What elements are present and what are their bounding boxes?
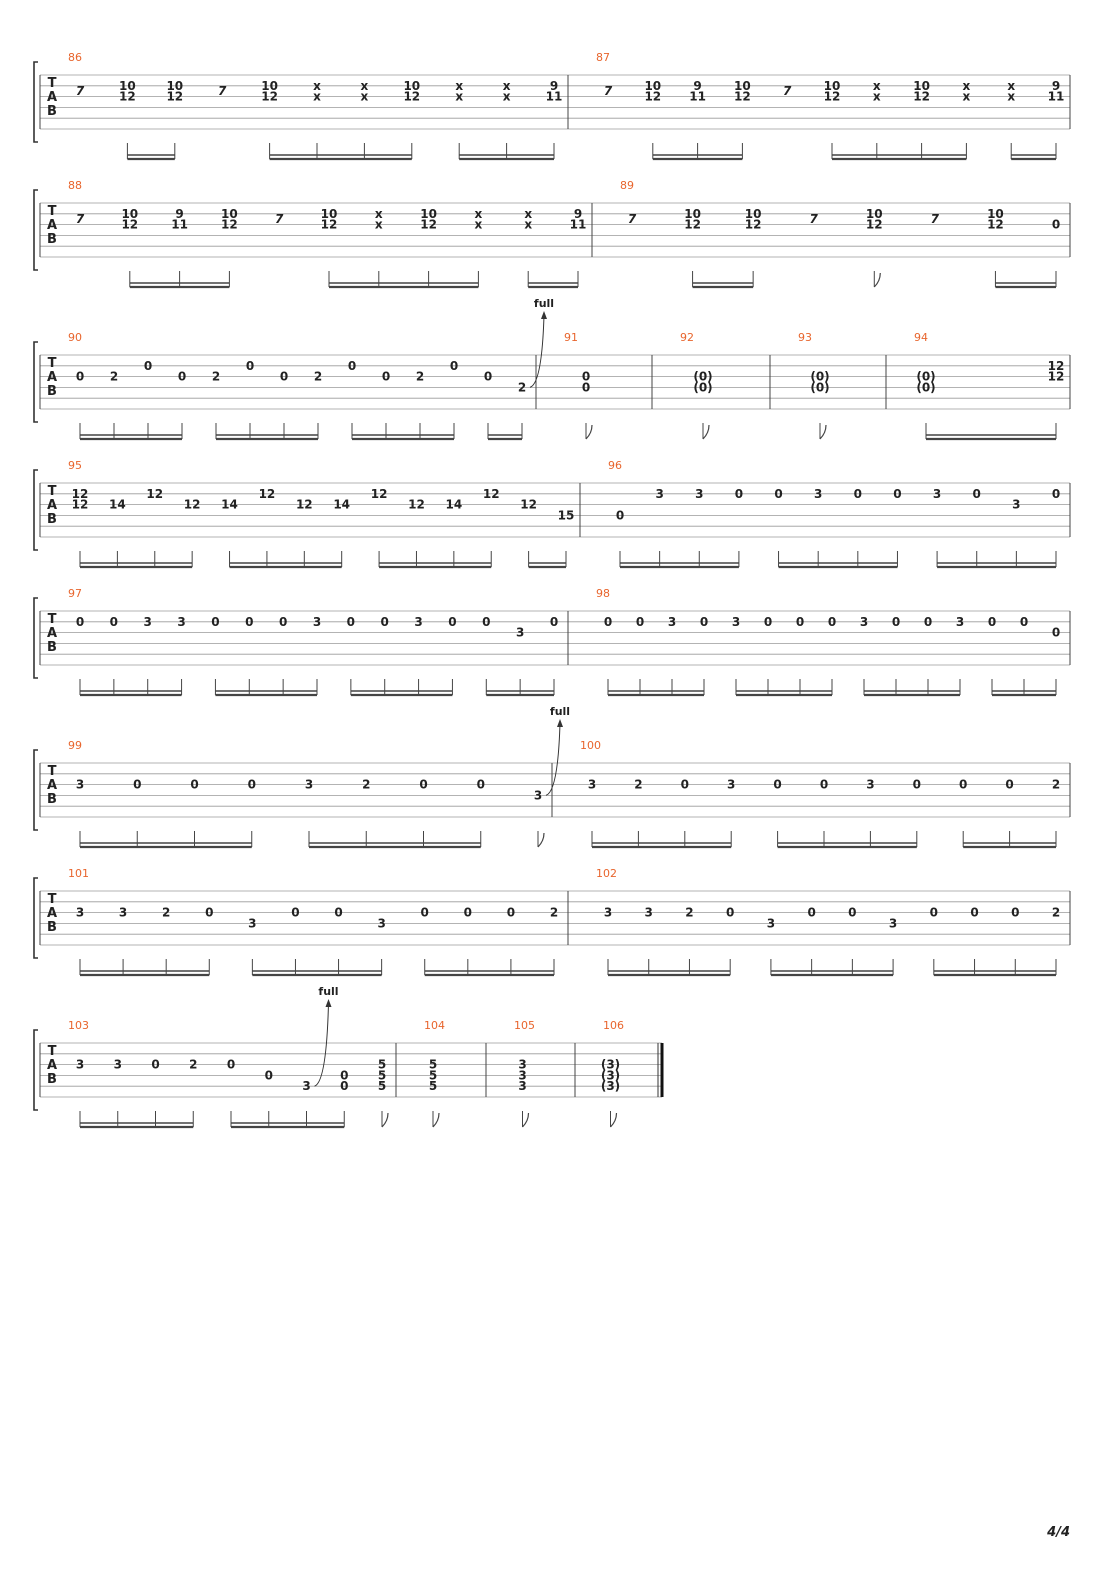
measure-number: 99 <box>68 739 82 752</box>
eighth-rest: 7 <box>603 84 613 98</box>
note-flag <box>820 425 826 439</box>
fret-number: 12 <box>71 486 89 501</box>
fret-number: 14 <box>333 497 351 512</box>
eighth-rest: 7 <box>218 84 227 98</box>
fret-number: 5 <box>428 1079 438 1094</box>
fret-number: 12 <box>121 217 139 232</box>
measure-number: 101 <box>68 867 89 880</box>
fret-number: 14 <box>109 497 126 512</box>
fret-number: 0 <box>482 614 491 629</box>
eighth-rest: 7 <box>275 212 284 226</box>
bend-label: full <box>533 297 555 310</box>
fret-number: (0) <box>916 369 936 384</box>
fret-number: 5 <box>377 1079 387 1094</box>
fret-number: 0 <box>420 905 429 920</box>
note-flag <box>874 273 880 287</box>
page-number: 4/4 <box>1047 1525 1070 1540</box>
fret-number: 10 <box>121 206 139 221</box>
eighth-rest: 7 <box>809 212 818 226</box>
fret-number: x <box>474 206 483 221</box>
system-bracket <box>34 190 38 270</box>
tab-clef-letter: T <box>47 1044 57 1059</box>
fret-number: 2 <box>685 905 694 920</box>
fret-number: 3 <box>533 788 543 803</box>
tab-clef-letter: T <box>47 76 57 91</box>
measure-number: 90 <box>68 331 82 344</box>
fret-number: 0 <box>827 614 837 629</box>
fret-number: (0) <box>916 380 936 395</box>
bend-arrowhead <box>326 999 332 1007</box>
fret-number: 12 <box>295 497 313 512</box>
fret-number: 10 <box>320 206 338 221</box>
fret-number: 9 <box>175 206 184 221</box>
fret-number: 3 <box>113 1057 122 1072</box>
tab-clef-letter: A <box>46 626 58 641</box>
fret-number: 10 <box>865 206 883 221</box>
fret-number: 0 <box>603 614 613 629</box>
fret-number: 12 <box>119 89 136 104</box>
fret-number: 0 <box>912 777 921 792</box>
tab-clef-letter: A <box>46 90 58 105</box>
fret-number: (3) <box>600 1068 621 1083</box>
tab-clef-letter: B <box>47 232 57 247</box>
measure-number: 88 <box>68 179 82 192</box>
fret-number: 0 <box>972 486 981 501</box>
system-bracket <box>34 750 38 830</box>
fret-number: 0 <box>346 614 356 629</box>
fret-number: 0 <box>734 486 744 501</box>
note-flag <box>523 1113 529 1127</box>
fret-number: 9 <box>573 206 583 221</box>
fret-number: 3 <box>118 905 128 920</box>
fret-number: 10 <box>744 206 762 221</box>
fret-number: 0 <box>1051 625 1061 640</box>
fret-number: 10 <box>166 78 184 93</box>
fret-number: 10 <box>644 78 662 93</box>
bend-arrow <box>315 1003 329 1086</box>
fret-number: 10 <box>913 78 930 93</box>
measure-number: 97 <box>68 587 82 600</box>
bend-label: full <box>318 985 339 998</box>
fret-number: 0 <box>205 905 214 920</box>
tab-clef-letter: T <box>47 204 57 219</box>
fret-number: 2 <box>162 905 171 920</box>
fret-number: (3) <box>600 1057 621 1072</box>
eighth-rest: 7 <box>783 84 792 98</box>
measure-number: 105 <box>514 1019 535 1032</box>
eighth-rest: 7 <box>75 84 85 98</box>
fret-number: x <box>502 78 511 93</box>
fret-number: 0 <box>726 905 735 920</box>
fret-number: 12 <box>684 217 701 232</box>
fret-number: 10 <box>734 78 751 93</box>
fret-number: 12 <box>261 89 278 104</box>
fret-number: 3 <box>515 625 525 640</box>
measure-number: 89 <box>620 179 634 192</box>
fret-number: 3 <box>75 905 85 920</box>
fret-number: 3 <box>866 777 875 792</box>
fret-number: 3 <box>302 1079 311 1094</box>
fret-number: 12 <box>987 217 1004 232</box>
fret-number: 12 <box>183 497 201 512</box>
fret-number: 12 <box>823 89 841 104</box>
fret-number: 0 <box>133 777 142 792</box>
fret-number: 10 <box>221 206 238 221</box>
fret-number: x <box>455 78 464 93</box>
fret-number: 0 <box>483 369 493 384</box>
fret-number: 0 <box>419 777 428 792</box>
fret-number: 3 <box>587 777 597 792</box>
fret-number: 3 <box>727 777 736 792</box>
fret-number: 3 <box>644 905 653 920</box>
fret-number: 12 <box>403 89 421 104</box>
fret-number: 12 <box>420 217 437 232</box>
tab-clef-letter: B <box>47 104 57 119</box>
measure-number: 98 <box>596 587 610 600</box>
fret-number: 12 <box>1047 369 1065 384</box>
tab-clef-letter: A <box>46 498 58 513</box>
fret-number: 0 <box>1019 614 1029 629</box>
fret-number: 0 <box>893 486 902 501</box>
fret-number: 0 <box>291 905 300 920</box>
system-bracket <box>34 878 38 958</box>
fret-number: 0 <box>699 614 709 629</box>
bend-label: full <box>549 705 571 718</box>
fret-number: 0 <box>1011 905 1020 920</box>
fret-number: 12 <box>166 89 184 104</box>
fret-number: (0) <box>693 380 713 395</box>
bend-arrowhead <box>557 719 563 727</box>
fret-number: 3 <box>143 614 152 629</box>
fret-number: 12 <box>744 217 762 232</box>
note-flag <box>538 833 544 847</box>
fret-number: 3 <box>518 1057 527 1072</box>
fret-number: 0 <box>226 1057 236 1072</box>
fret-number: 3 <box>1012 497 1021 512</box>
fret-number: 2 <box>517 380 527 395</box>
fret-number: x <box>872 89 881 104</box>
fret-number: 0 <box>177 369 187 384</box>
fret-number: 3 <box>312 614 322 629</box>
fret-number: 0 <box>245 614 254 629</box>
system-bracket <box>34 598 38 678</box>
fret-number: 0 <box>449 358 459 373</box>
fret-number: 12 <box>146 486 164 501</box>
fret-number: 0 <box>774 486 783 501</box>
measure-number: 92 <box>680 331 694 344</box>
fret-number: 0 <box>680 777 689 792</box>
fret-number: 12 <box>482 486 500 501</box>
fret-number: 0 <box>380 614 389 629</box>
fret-number: 2 <box>1051 777 1061 792</box>
fret-number: 0 <box>381 369 391 384</box>
fret-number: 3 <box>667 614 677 629</box>
eighth-rest: 7 <box>930 212 940 226</box>
fret-number: 3 <box>695 486 704 501</box>
measure-number: 93 <box>798 331 812 344</box>
fret-number: x <box>455 89 464 104</box>
fret-number: 5 <box>428 1068 438 1083</box>
fret-number: 0 <box>891 614 901 629</box>
fret-number: 9 <box>1051 78 1061 93</box>
fret-number: 12 <box>520 497 537 512</box>
fret-number: 12 <box>370 486 388 501</box>
fret-number: 3 <box>248 916 257 931</box>
fret-number: 0 <box>347 358 357 373</box>
fret-number: 12 <box>408 497 425 512</box>
tab-clef-letter: B <box>47 792 57 807</box>
fret-number: 3 <box>932 486 942 501</box>
fret-number: 0 <box>279 369 289 384</box>
measure-number: 100 <box>580 739 601 752</box>
fret-number: x <box>360 89 369 104</box>
measure-number: 86 <box>68 51 82 64</box>
measure-number: 87 <box>596 51 610 64</box>
fret-number: 10 <box>261 78 278 93</box>
note-flag <box>586 425 592 439</box>
fret-number: 3 <box>177 614 186 629</box>
tab-clef-letter: T <box>47 612 57 627</box>
measure-number: 95 <box>68 459 82 472</box>
fret-number: 2 <box>313 369 323 384</box>
fret-number: 2 <box>415 369 425 384</box>
fret-number: x <box>1007 89 1016 104</box>
fret-number: 3 <box>518 1079 527 1094</box>
tab-clef-letter: B <box>47 384 57 399</box>
fret-number: 15 <box>557 508 575 523</box>
fret-number: 0 <box>334 905 343 920</box>
fret-number: 0 <box>959 777 968 792</box>
eighth-rest: 7 <box>627 212 637 226</box>
fret-number: 3 <box>766 916 776 931</box>
tab-clef-letter: B <box>47 1072 57 1087</box>
fret-number: 12 <box>221 217 238 232</box>
fret-number: 0 <box>615 508 625 523</box>
fret-number: 2 <box>109 369 119 384</box>
fret-number: 0 <box>795 614 805 629</box>
fret-number: 3 <box>814 486 823 501</box>
fret-number: x <box>313 89 321 104</box>
fret-number: 10 <box>987 206 1004 221</box>
system-bracket <box>34 470 38 550</box>
fret-number: 10 <box>403 78 421 93</box>
note-flag <box>703 425 709 439</box>
system-bracket <box>34 62 38 142</box>
fret-number: 3 <box>859 614 869 629</box>
tab-clef-letter: T <box>47 356 57 371</box>
fret-number: 3 <box>955 614 965 629</box>
measure-number: 104 <box>424 1019 445 1032</box>
measure-number: 94 <box>914 331 928 344</box>
fret-number: 0 <box>245 358 255 373</box>
fret-number: 11 <box>1047 89 1065 104</box>
fret-number: 0 <box>448 614 457 629</box>
measure-number: 102 <box>596 867 617 880</box>
fret-number: 0 <box>506 905 516 920</box>
measure-number: 103 <box>68 1019 89 1032</box>
measure-number: 91 <box>564 331 578 344</box>
fret-number: 0 <box>970 905 979 920</box>
fret-number: 5 <box>428 1057 438 1072</box>
fret-number: x <box>872 78 881 93</box>
fret-number: 14 <box>445 497 463 512</box>
fret-number: 3 <box>75 777 85 792</box>
fret-number: 0 <box>549 614 559 629</box>
fret-number: x <box>474 217 483 232</box>
fret-number: 0 <box>923 614 933 629</box>
measure-number: 106 <box>603 1019 624 1032</box>
tab-clef-letter: B <box>47 512 57 527</box>
fret-number: 0 <box>819 777 829 792</box>
fret-number: 14 <box>221 497 238 512</box>
fret-number: 3 <box>731 614 741 629</box>
fret-number: x <box>524 206 533 221</box>
fret-number: 0 <box>75 369 85 384</box>
fret-number: 10 <box>823 78 841 93</box>
fret-number: 2 <box>634 777 643 792</box>
fret-number: 0 <box>853 486 862 501</box>
fret-number: 10 <box>119 78 136 93</box>
fret-number: 0 <box>278 614 288 629</box>
fret-number: 5 <box>377 1068 387 1083</box>
fret-number: 12 <box>71 497 89 512</box>
fret-number: 9 <box>549 78 559 93</box>
eighth-rest: 7 <box>75 212 85 226</box>
fret-number: 11 <box>689 89 706 104</box>
fret-number: 0 <box>581 369 591 384</box>
fret-number: 3 <box>518 1068 527 1083</box>
tab-clef-letter: T <box>47 764 57 779</box>
note-flag <box>611 1113 617 1127</box>
fret-number: x <box>962 78 971 93</box>
fret-number: 11 <box>171 217 188 232</box>
fret-number: 0 <box>773 777 782 792</box>
fret-number: 0 <box>190 777 199 792</box>
system-bracket <box>34 1030 38 1110</box>
fret-number: x <box>524 217 533 232</box>
fret-number: 3 <box>304 777 314 792</box>
fret-number: 5 <box>377 1057 387 1072</box>
measure-number: 96 <box>608 459 622 472</box>
fret-number: 0 <box>463 905 472 920</box>
fret-number: 0 <box>807 905 816 920</box>
tab-clef-letter: A <box>46 906 58 921</box>
fret-number: (3) <box>600 1079 621 1094</box>
fret-number: (0) <box>810 380 830 395</box>
fret-number: x <box>360 78 369 93</box>
fret-number: x <box>374 206 383 221</box>
fret-number: 9 <box>693 78 702 93</box>
fret-number: 3 <box>75 1057 85 1072</box>
fret-number: 0 <box>476 777 485 792</box>
fret-number: 12 <box>1047 358 1065 373</box>
fret-number: 0 <box>581 380 591 395</box>
fret-number: 0 <box>247 777 256 792</box>
note-flag <box>433 1113 439 1127</box>
tab-clef-letter: A <box>46 778 58 793</box>
fret-number: 12 <box>320 217 338 232</box>
fret-number: x <box>962 89 971 104</box>
fret-number: 0 <box>1051 486 1061 501</box>
tab-clef-letter: T <box>47 484 57 499</box>
fret-number: 10 <box>420 206 437 221</box>
fret-number: 2 <box>362 777 371 792</box>
fret-number: 3 <box>377 916 386 931</box>
fret-number: 2 <box>211 369 221 384</box>
fret-number: 0 <box>151 1057 160 1072</box>
fret-number: 0 <box>1005 777 1014 792</box>
tab-clef-letter: A <box>46 218 58 233</box>
fret-number: x <box>502 89 511 104</box>
fret-number: 2 <box>1051 905 1061 920</box>
fret-number: 0 <box>143 358 153 373</box>
tab-clef-letter: B <box>47 920 57 935</box>
fret-number: 0 <box>635 614 645 629</box>
fret-number: 0 <box>109 614 119 629</box>
fret-number: 0 <box>848 905 857 920</box>
fret-number: 0 <box>340 1079 349 1094</box>
fret-number: x <box>1007 78 1016 93</box>
fret-number: 2 <box>549 905 559 920</box>
fret-number: 3 <box>414 614 423 629</box>
tab-clef-letter: A <box>46 1058 58 1073</box>
fret-number: 11 <box>545 89 563 104</box>
fret-number: 3 <box>603 905 613 920</box>
fret-number: x <box>313 78 321 93</box>
fret-number: 12 <box>734 89 751 104</box>
fret-number: 11 <box>569 217 587 232</box>
fret-number: 0 <box>75 614 85 629</box>
note-flag <box>382 1113 388 1127</box>
fret-number: 3 <box>655 486 664 501</box>
fret-number: 10 <box>684 206 701 221</box>
fret-number: 0 <box>987 614 997 629</box>
fret-number: 0 <box>1051 217 1061 232</box>
fret-number: 0 <box>929 905 938 920</box>
fret-number: 0 <box>763 614 773 629</box>
fret-number: 12 <box>258 486 276 501</box>
fret-number: (0) <box>693 369 713 384</box>
fret-number: x <box>374 217 383 232</box>
fret-number: 3 <box>888 916 898 931</box>
fret-number: 0 <box>340 1068 349 1083</box>
fret-number: 0 <box>264 1068 273 1083</box>
fret-number: 0 <box>211 614 220 629</box>
tab-clef-letter: A <box>46 370 58 385</box>
system-bracket <box>34 342 38 422</box>
fret-number: 2 <box>189 1057 198 1072</box>
fret-number: (0) <box>810 369 830 384</box>
fret-number: 12 <box>644 89 662 104</box>
tab-clef-letter: T <box>47 892 57 907</box>
tab-clef-letter: B <box>47 640 57 655</box>
bend-arrowhead <box>541 311 547 319</box>
fret-number: 12 <box>865 217 883 232</box>
fret-number: 12 <box>913 89 930 104</box>
